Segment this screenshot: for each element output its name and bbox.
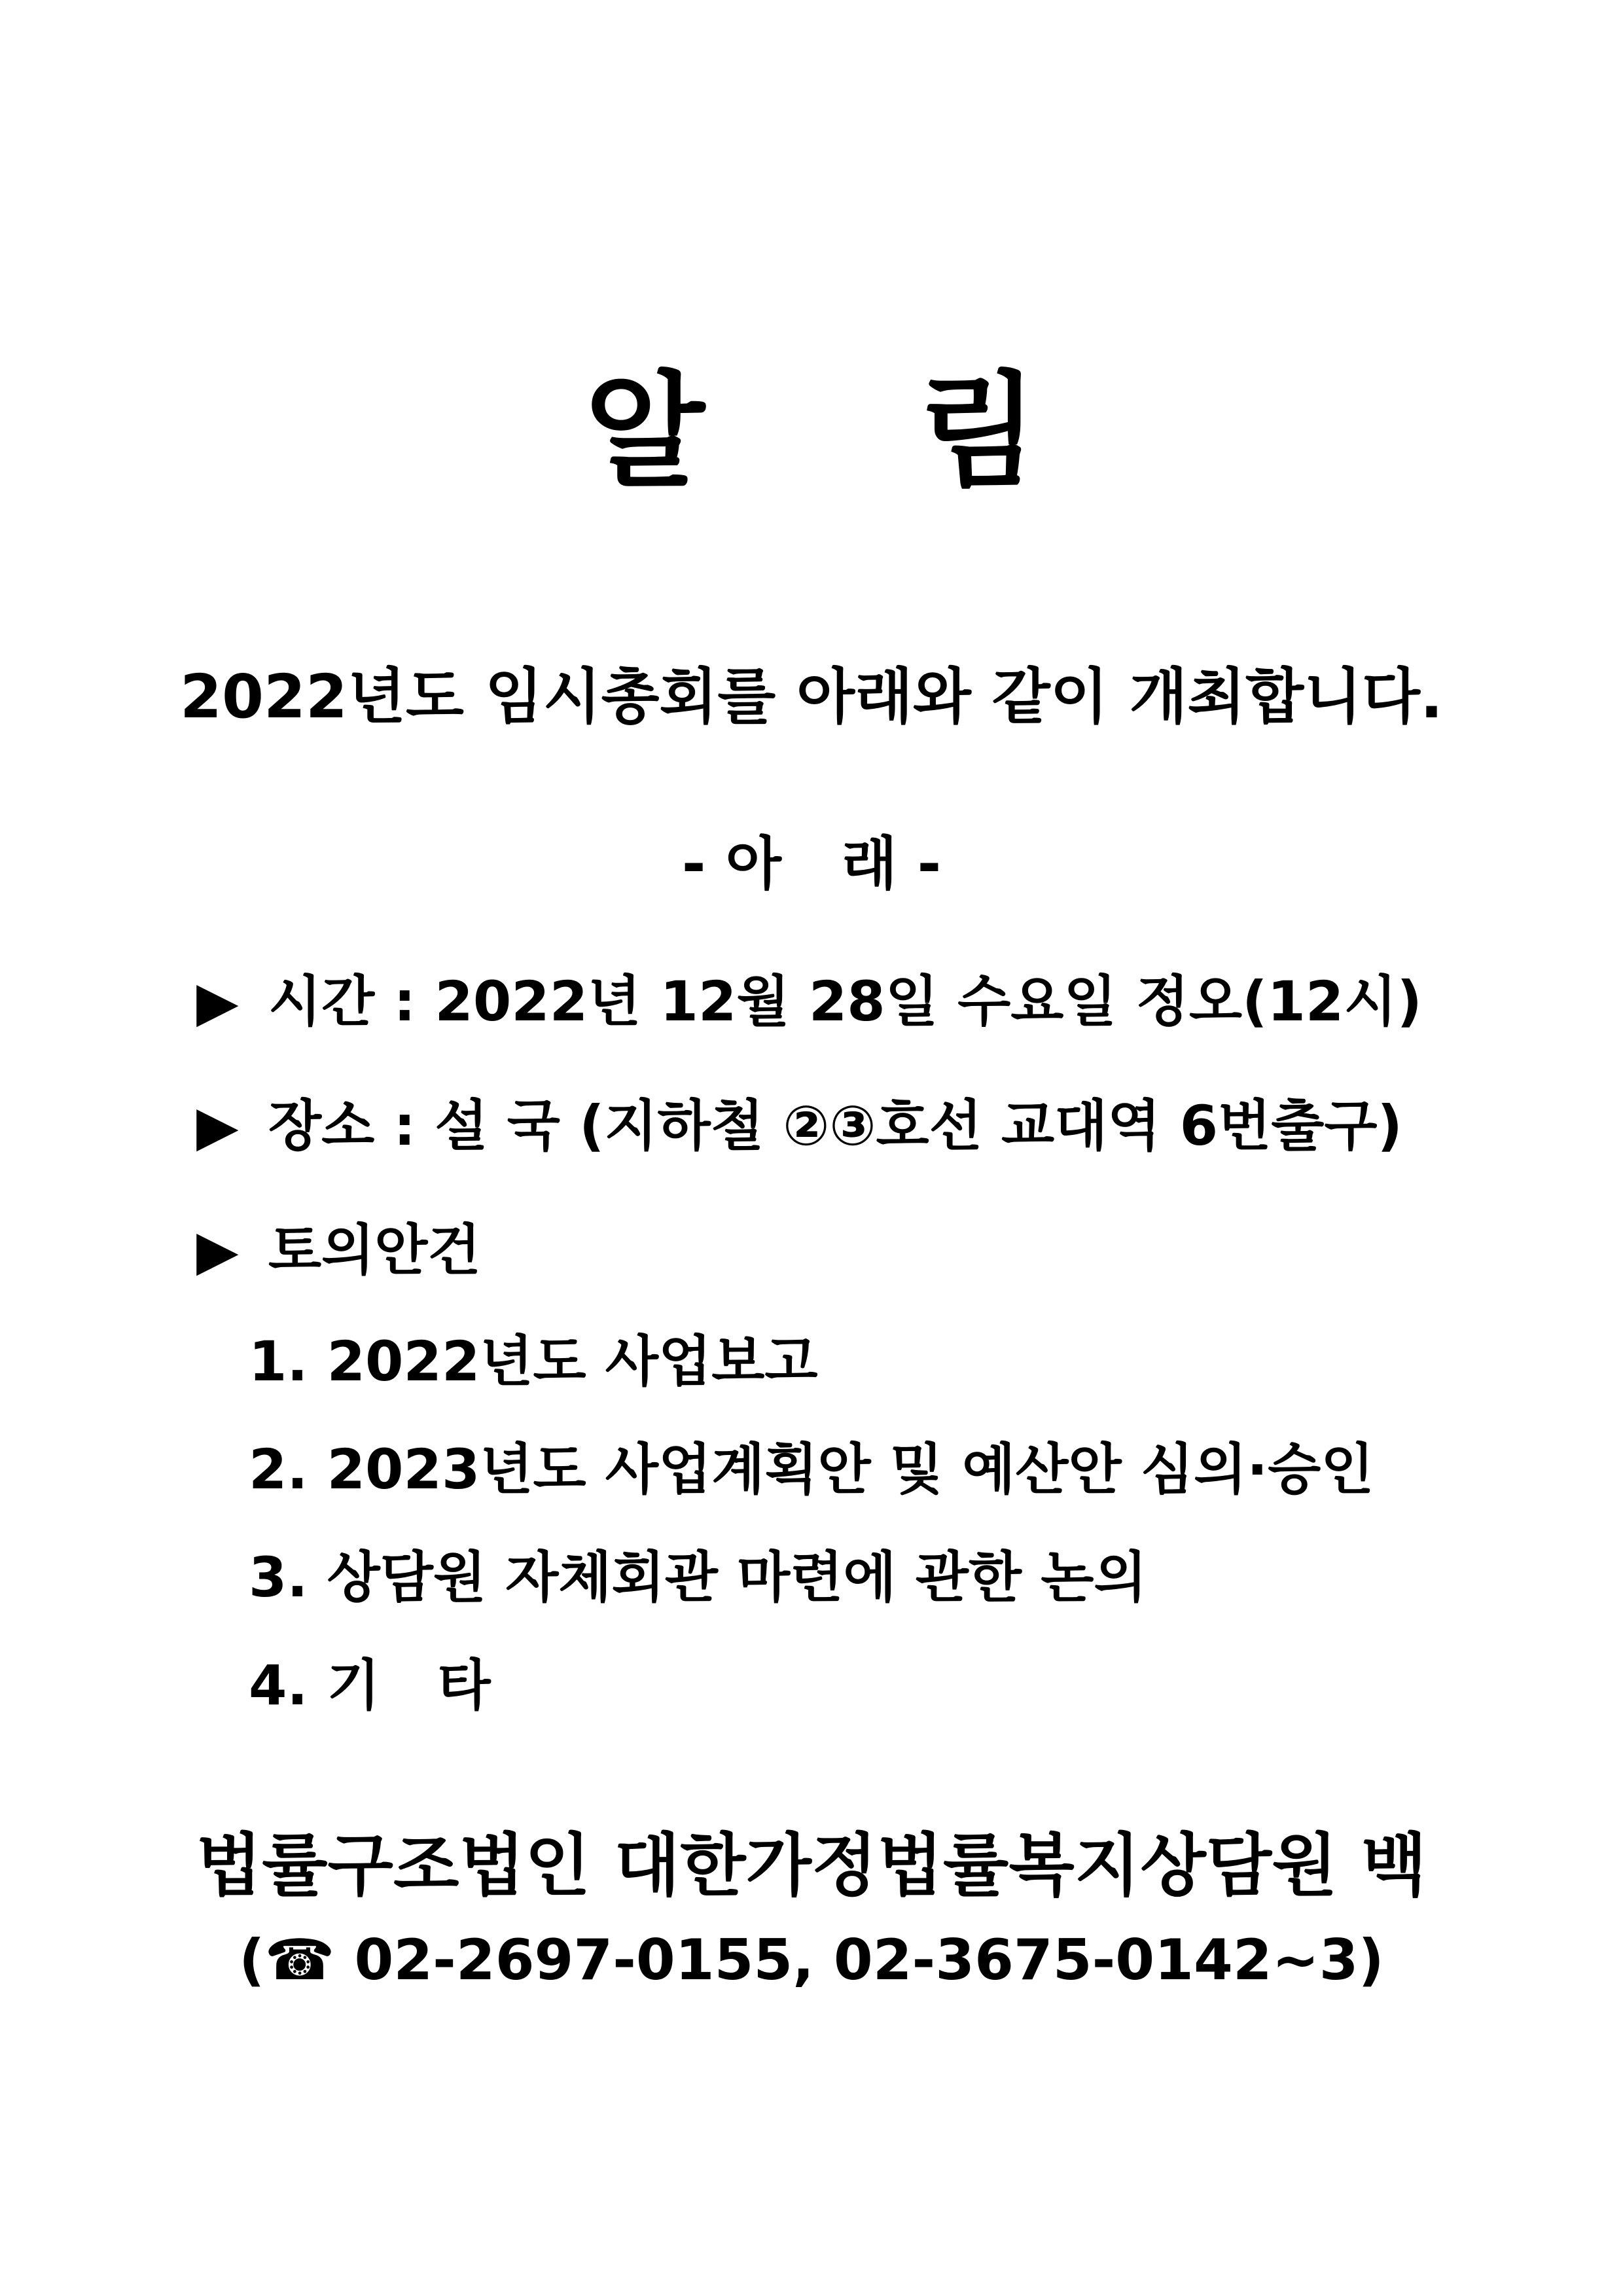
time-item bbox=[196, 965, 1422, 1037]
below-marker: - 아 래 - bbox=[681, 830, 942, 897]
place-item bbox=[196, 1090, 1402, 1162]
agenda-label: 토의안건 bbox=[268, 1218, 481, 1282]
place-label: 장소 : 설 국 (지하철 ②③호선 교대역 6번출구) bbox=[268, 1094, 1402, 1158]
agenda-item: 2. 2023년도 사업계획안 및 예산안 심의·승인 bbox=[249, 1437, 1374, 1501]
agenda-item: 1. 2022년도 사업보고 bbox=[249, 1329, 818, 1393]
phone-numbers: (☎ 02-2697-0155, 02-3675-0142~3) bbox=[239, 1928, 1384, 1993]
agenda-item: 3. 상담원 자체회관 마련에 관한 논의 bbox=[249, 1545, 1147, 1609]
organization-name: 법률구조법인 대한가정법률복지상담원 백 bbox=[196, 1825, 1427, 1905]
notice-intro: 2022년도 임시총회를 아래와 같이 개최합니다. bbox=[180, 662, 1443, 732]
arrow-icon: ▶ bbox=[196, 1094, 239, 1158]
time-label: 시간 : 2022년 12월 28일 수요일 정오(12시) bbox=[268, 969, 1422, 1033]
arrow-icon: ▶ bbox=[196, 1218, 239, 1282]
arrow-icon: ▶ bbox=[196, 969, 239, 1033]
notice-title: 알 림 bbox=[584, 359, 1039, 504]
agenda-heading bbox=[196, 1214, 481, 1286]
agenda-item: 4. 기 타 bbox=[249, 1653, 491, 1717]
